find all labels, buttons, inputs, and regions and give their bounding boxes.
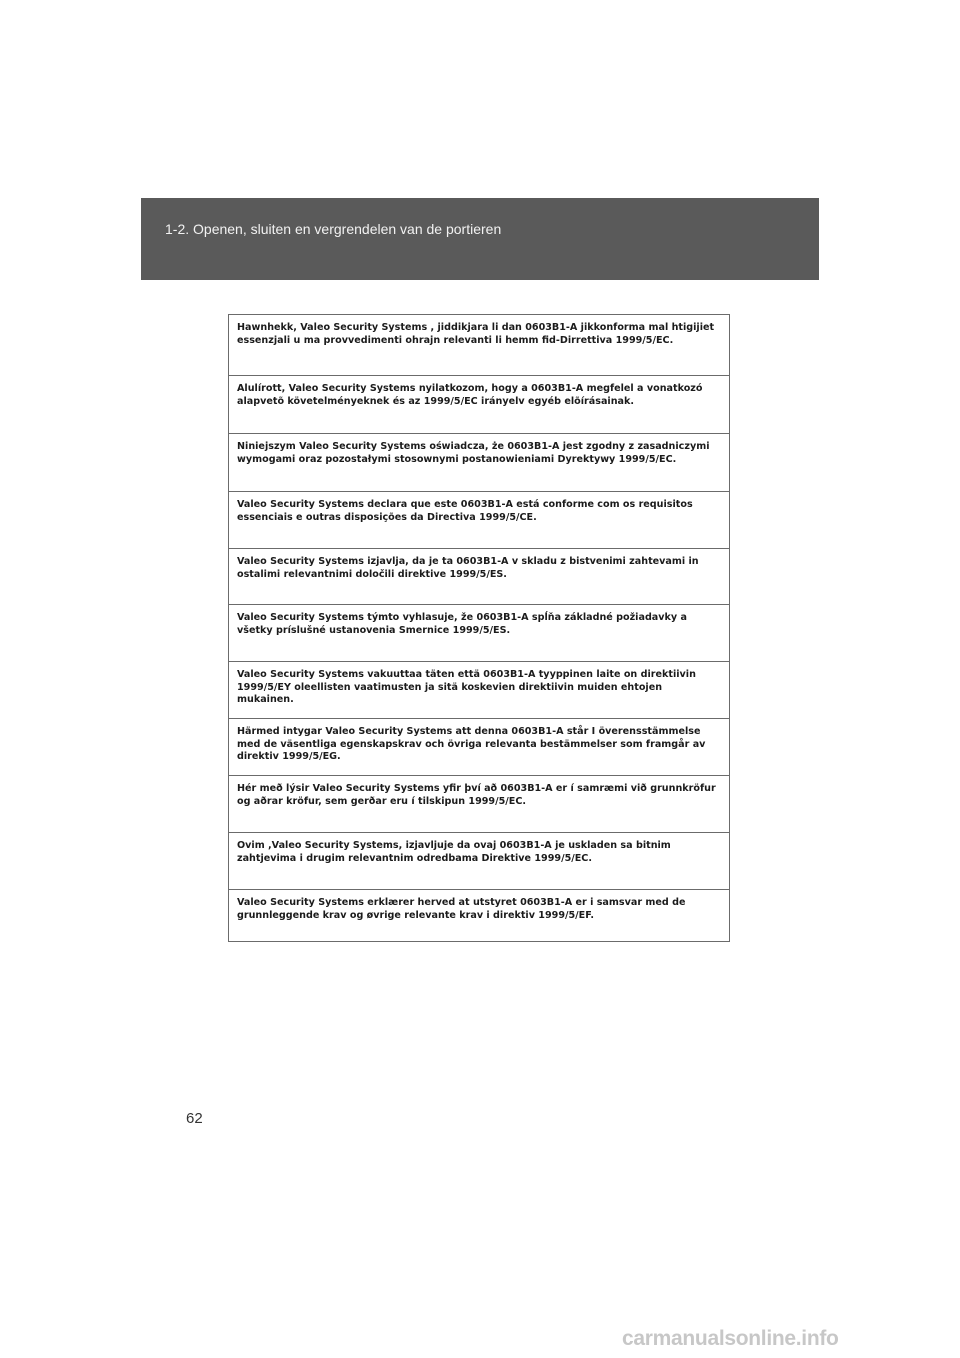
section-header-bar (141, 198, 819, 280)
declaration-polish: Niniejszym Valeo Security Systems oświadcza, że 0603B1-A jest zgodny z zasadniczymi wymogami oraz pozostałymi stosownymi postanowieniami Dyrektywy 1999/5/EC. (229, 434, 729, 492)
declaration-slovak: Valeo Security Systems týmto vyhlasuje, že 0603B1-A spĺňa základné požiadavky a všetky príslušné ustanovenia Smernice 1999/5/ES. (229, 605, 729, 662)
declaration-hungarian: Alulírott, Valeo Security Systems nyilatkozom, hogy a 0603B1-A megfelel a vonatkozó alapvetõ követelményeknek és az 1999/5/EC irányelv egyéb elõírásainak. (229, 376, 729, 434)
declarations-table (228, 314, 730, 942)
declaration-portuguese: Valeo Security Systems declara que este 0603B1-A está conforme com os requisitos essenciais e outras disposições da Directiva 1999/5/CE. (229, 492, 729, 549)
declaration-norwegian: Valeo Security Systems erklærer herved at utstyret 0603B1-A er i samsvar med de grunnleggende krav og øvrige relevante krav i direktiv 1999/5/EF. (237, 897, 686, 921)
page-number: 62 (186, 1110, 203, 1127)
declaration-icelandic: Hér með lýsir Valeo Security Systems yfir því að 0603B1-A er í samræmi við grunnkröfur og aðrar kröfur, sem gerðar eru í tilskipun 1999/5/EC. (229, 776, 729, 833)
section-title: 1-2. Openen, sluiten en vergrendelen van de portieren (165, 221, 502, 237)
declaration-croatian: Ovim ,Valeo Security Systems, izjavljuje da ovaj 0603B1-A je uskladen sa bitnim zahtjevima i drugim relevantnim odredbama Direktive 1999/5/EC. (229, 833, 729, 890)
declaration-finnish: Valeo Security Systems vakuuttaa täten että 0603B1-A tyyppinen laite on direktiivin 1999/5/EY oleellisten vaatimusten ja sitä koskevien direktiivin muiden ehtojen mukainen. (229, 662, 729, 719)
declaration-slovenian: Valeo Security Systems izjavlja, da je ta 0603B1-A v skladu z bistvenimi zahtevami in ostalimi relevantnimi določili direktive 1999/5/ES. (229, 549, 729, 605)
declaration-swedish: Härmed intygar Valeo Security Systems att denna 0603B1-A står I överensstämmelse med de väsentliga egenskapskrav och övriga relevanta bestämmelser som framgår av direktiv 1999/5/EG. (229, 719, 729, 776)
watermark-url: carmanualsonline.info (622, 1327, 839, 1350)
declaration-maltese: Hawnhekk, Valeo Security Systems , jiddikjara li dan 0603B1-A jikkonforma mal htigijiet essenzjali u ma provvedimenti ohrajn relevanti li hemm fid-Dirrettiva 1999/5/EC. (229, 315, 729, 376)
